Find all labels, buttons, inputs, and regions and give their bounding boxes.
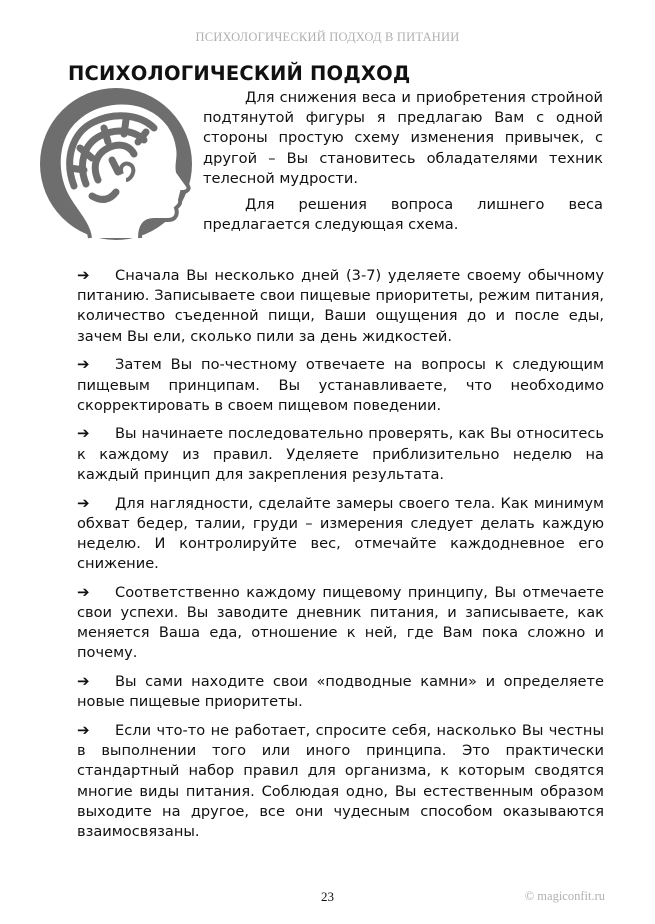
list-item — [77, 423, 604, 485]
list-item — [77, 671, 604, 712]
arrow-icon: ➔ — [77, 582, 90, 601]
arrow-icon: ➔ — [77, 721, 90, 740]
page-number: 23 — [321, 889, 334, 904]
arrow-icon: ➔ — [77, 493, 90, 512]
list-item — [77, 720, 604, 842]
list-item — [77, 582, 604, 664]
intro-paragraph: Для снижения веса и приобретения стройной подтянутой фигуры я предлагаю Вам с одной стороны простую схему изменения привычек, с другой – Вы становитесь обладателями техник телесной мудрости. — [203, 89, 603, 187]
arrow-icon: ➔ — [77, 424, 90, 443]
list-item-text: Затем Вы по-честному отвечаете на вопросы к следующим пищевым принципам. Вы устанавливаете, что необходимо скорректировать в своем пищевом поведении. — [77, 356, 604, 414]
head-brain-icon — [30, 88, 200, 248]
site-credit: © magiconfit.ru — [524, 889, 605, 903]
steps-list — [77, 265, 604, 850]
list-item — [77, 493, 604, 575]
page-title: ПСИХОЛОГИЧЕСКИЙ ПОДХОД — [68, 62, 411, 85]
intro-text — [203, 88, 603, 235]
list-item-text: Вы сами находите свои «подводные камни» и определяете новые пищевые приоритеты. — [77, 673, 604, 711]
list-item-text: Если что-то не работает, спросите себя, насколько Вы честны в выполнении того или иного принципа. Это практически стандартный набор правил для организма, к которым сводятся многие виды питания. Соблюдая одно, Вы естественным образом выходите на другое, все они чудесным способом оказываются взаимосвязаны. — [77, 722, 604, 841]
intro-paragraph: Для решения вопроса лишнего веса предлагается следующая схема. — [203, 196, 603, 234]
list-item-text: Сначала Вы несколько дней (3-7) уделяете своему обычному питанию. Записываете свои пищевые приоритеты, режим питания, количество съеденной пищи, Ваши ощущения до и после еды, зачем Вы ели, сколько пили за день жидкостей. — [77, 267, 604, 345]
arrow-icon: ➔ — [77, 355, 90, 374]
running-head: ПСИХОЛОГИЧЕСКИЙ ПОДХОД В ПИТАНИИ — [195, 30, 460, 44]
arrow-icon: ➔ — [77, 266, 90, 284]
arrow-icon: ➔ — [77, 672, 90, 691]
list-item-text: Соответственно каждому пищевому принципу, Вы отмечаете свои успехи. Вы заводите дневник питания, и записываете, как меняется Ваша еда, отношение к ней, где Вам пока сложно и почему. — [77, 583, 604, 662]
list-item-text: Для наглядности, сделайте замеры своего тела. Как минимум обхват бедер, талии, груди – измерения следует делать каждую неделю. И контролируйте вес, отмечайте каждодневное его снижение. — [77, 494, 604, 573]
list-item-text: Вы начинаете последовательно проверять, как Вы относитесь к каждому из правил. Уделяете приблизительно неделю на каждый принцип для закрепления результата. — [77, 425, 604, 483]
list-item — [77, 265, 604, 347]
list-item — [77, 354, 604, 416]
